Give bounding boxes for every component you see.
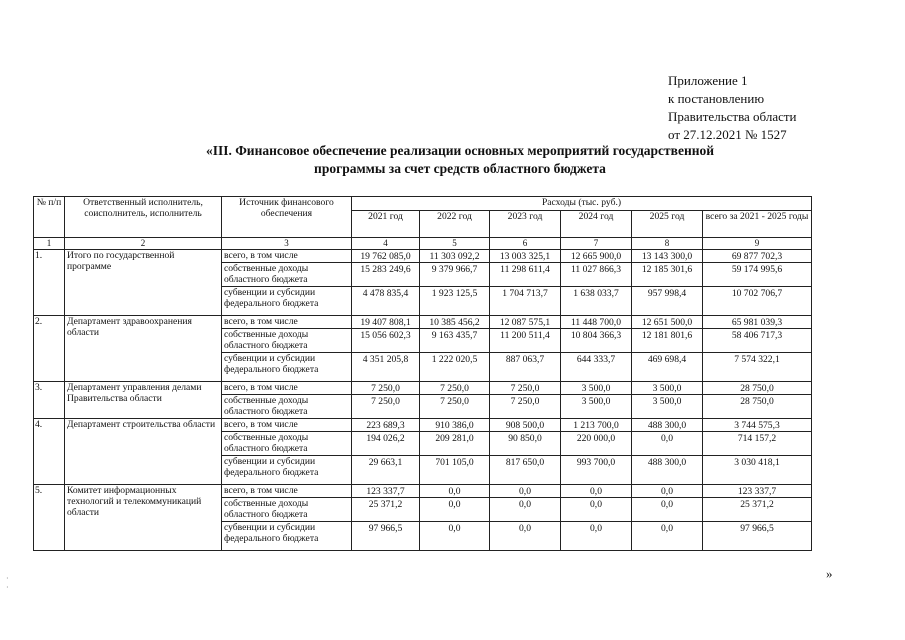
year-value-cell: 910 386,0 bbox=[420, 419, 490, 432]
year-value-cell: 0,0 bbox=[420, 485, 490, 498]
total-value-cell: 714 157,2 bbox=[703, 432, 812, 456]
source-cell: всего, в том числе bbox=[222, 382, 352, 395]
row-number: 5. bbox=[34, 485, 65, 551]
year-value-cell: 11 448 700,0 bbox=[561, 316, 632, 329]
year-value-cell: 4 478 835,4 bbox=[352, 287, 420, 316]
column-index-2: 2 bbox=[65, 238, 222, 250]
year-value-cell: 887 063,7 bbox=[490, 353, 561, 382]
year-value-cell: 12 087 575,1 bbox=[490, 316, 561, 329]
year-value-cell: 1 213 700,0 bbox=[561, 419, 632, 432]
header-source: Источник финансового обеспечения bbox=[222, 197, 352, 238]
total-value-cell: 58 406 717,3 bbox=[703, 329, 812, 353]
column-index-8: 8 bbox=[632, 238, 703, 250]
year-value-cell: 194 026,2 bbox=[352, 432, 420, 456]
executor-cell: Департамент строительства области bbox=[65, 419, 222, 485]
source-cell: собственные доходы областного бюджета bbox=[222, 263, 352, 287]
year-value-cell: 0,0 bbox=[561, 485, 632, 498]
year-value-cell: 1 923 125,5 bbox=[420, 287, 490, 316]
closing-quote-mark: » bbox=[826, 566, 833, 581]
source-cell: всего, в том числе bbox=[222, 485, 352, 498]
row-number: 1. bbox=[34, 250, 65, 316]
column-index-9: 9 bbox=[703, 238, 812, 250]
year-value-cell: 15 283 249,6 bbox=[352, 263, 420, 287]
year-value-cell: 25 371,2 bbox=[352, 498, 420, 522]
row-number: 3. bbox=[34, 382, 65, 419]
year-value-cell: 9 163 435,7 bbox=[420, 329, 490, 353]
year-value-cell: 644 333,7 bbox=[561, 353, 632, 382]
header-expenses: Расходы (тыс. руб.) bbox=[352, 197, 812, 211]
year-value-cell: 97 966,5 bbox=[352, 522, 420, 551]
year-value-cell: 993 700,0 bbox=[561, 456, 632, 485]
row-number: 4. bbox=[34, 419, 65, 485]
year-value-cell: 11 298 611,4 bbox=[490, 263, 561, 287]
column-index-3: 3 bbox=[222, 238, 352, 250]
total-value-cell: 123 337,7 bbox=[703, 485, 812, 498]
year-value-cell: 0,0 bbox=[632, 522, 703, 551]
year-value-cell: 11 027 866,3 bbox=[561, 263, 632, 287]
year-value-cell: 3 500,0 bbox=[561, 382, 632, 395]
year-value-cell: 0,0 bbox=[490, 498, 561, 522]
header-executor: Ответственный исполнитель, соисполнитель, исполнитель bbox=[65, 197, 222, 238]
year-value-cell: 488 300,0 bbox=[632, 456, 703, 485]
year-value-cell: 0,0 bbox=[632, 485, 703, 498]
year-value-cell: 29 663,1 bbox=[352, 456, 420, 485]
source-cell: всего, в том числе bbox=[222, 316, 352, 329]
total-value-cell: 7 574 322,1 bbox=[703, 353, 812, 382]
total-value-cell: 25 371,2 bbox=[703, 498, 812, 522]
year-value-cell: 123 337,7 bbox=[352, 485, 420, 498]
year-value-cell: 488 300,0 bbox=[632, 419, 703, 432]
header-num: № п/п bbox=[34, 197, 65, 238]
source-cell: субвенции и субсидии федерального бюджета bbox=[222, 353, 352, 382]
header-year-5: 2025 год bbox=[632, 211, 703, 238]
column-index-4: 4 bbox=[352, 238, 420, 250]
year-value-cell: 7 250,0 bbox=[420, 382, 490, 395]
year-value-cell: 13 143 300,0 bbox=[632, 250, 703, 263]
year-value-cell: 0,0 bbox=[490, 485, 561, 498]
year-value-cell: 90 850,0 bbox=[490, 432, 561, 456]
table-row bbox=[34, 485, 812, 498]
year-value-cell: 7 250,0 bbox=[352, 395, 420, 419]
source-cell: субвенции и субсидии федерального бюджета bbox=[222, 456, 352, 485]
document-title bbox=[180, 142, 740, 178]
year-value-cell: 3 500,0 bbox=[632, 395, 703, 419]
year-value-cell: 1 704 713,7 bbox=[490, 287, 561, 316]
year-value-cell: 1 222 020,5 bbox=[420, 353, 490, 382]
appendix-line-4: от 27.12.2021 № 1527 bbox=[668, 127, 787, 142]
total-value-cell: 3 030 418,1 bbox=[703, 456, 812, 485]
year-value-cell: 9 379 966,7 bbox=[420, 263, 490, 287]
header-year-4: 2024 год bbox=[561, 211, 632, 238]
total-value-cell: 3 744 575,3 bbox=[703, 419, 812, 432]
header-year-1: 2021 год bbox=[352, 211, 420, 238]
year-value-cell: 10 385 456,2 bbox=[420, 316, 490, 329]
title-line-2: программы за счет средств областного бюджета bbox=[314, 161, 606, 176]
total-value-cell: 59 174 995,6 bbox=[703, 263, 812, 287]
source-cell: собственные доходы областного бюджета bbox=[222, 329, 352, 353]
appendix-line-3: Правительства области bbox=[668, 109, 797, 124]
table-row bbox=[34, 316, 812, 329]
year-value-cell: 701 105,0 bbox=[420, 456, 490, 485]
year-value-cell: 10 804 366,3 bbox=[561, 329, 632, 353]
executor-cell: Комитет информационных технологий и телекоммуникаций области bbox=[65, 485, 222, 551]
year-value-cell: 3 500,0 bbox=[561, 395, 632, 419]
appendix-line-2: к постановлению bbox=[668, 91, 765, 106]
appendix-block bbox=[668, 72, 797, 144]
year-value-cell: 0,0 bbox=[420, 498, 490, 522]
year-value-cell: 0,0 bbox=[490, 522, 561, 551]
executor-cell: Департамент здравоохранения области bbox=[65, 316, 222, 382]
total-value-cell: 28 750,0 bbox=[703, 395, 812, 419]
source-cell: всего, в том числе bbox=[222, 250, 352, 263]
year-value-cell: 12 665 900,0 bbox=[561, 250, 632, 263]
table-row bbox=[34, 382, 812, 395]
year-value-cell: 0,0 bbox=[632, 432, 703, 456]
year-value-cell: 7 250,0 bbox=[352, 382, 420, 395]
year-value-cell: 19 762 085,0 bbox=[352, 250, 420, 263]
year-value-cell: 11 200 511,4 bbox=[490, 329, 561, 353]
finance-table bbox=[33, 196, 812, 551]
year-value-cell: 12 185 301,6 bbox=[632, 263, 703, 287]
year-value-cell: 1 638 033,7 bbox=[561, 287, 632, 316]
title-line-1: «III. Финансовое обеспечение реализации основных мероприятий государственной bbox=[205, 143, 715, 158]
source-cell: собственные доходы областного бюджета bbox=[222, 432, 352, 456]
column-index-1: 1 bbox=[34, 238, 65, 250]
column-index-7: 7 bbox=[561, 238, 632, 250]
column-index-5: 5 bbox=[420, 238, 490, 250]
header-year-2: 2022 год bbox=[420, 211, 490, 238]
source-cell: собственные доходы областного бюджета bbox=[222, 395, 352, 419]
year-value-cell: 12 181 801,6 bbox=[632, 329, 703, 353]
executor-cell: Итого по государственной программе bbox=[65, 250, 222, 316]
executor-cell: Департамент управления делами Правительства области bbox=[65, 382, 222, 419]
year-value-cell: 209 281,0 bbox=[420, 432, 490, 456]
total-value-cell: 10 702 706,7 bbox=[703, 287, 812, 316]
table-row bbox=[34, 250, 812, 263]
year-value-cell: 220 000,0 bbox=[561, 432, 632, 456]
table-row bbox=[34, 419, 812, 432]
header-year-6: всего за 2021 - 2025 годы bbox=[703, 211, 812, 238]
year-value-cell: 908 500,0 bbox=[490, 419, 561, 432]
source-cell: субвенции и субсидии федерального бюджета bbox=[222, 522, 352, 551]
column-index-6: 6 bbox=[490, 238, 561, 250]
appendix-line-1: Приложение 1 bbox=[668, 73, 748, 88]
source-cell: всего, в том числе bbox=[222, 419, 352, 432]
year-value-cell: 0,0 bbox=[561, 522, 632, 551]
year-value-cell: 7 250,0 bbox=[420, 395, 490, 419]
year-value-cell: 0,0 bbox=[632, 498, 703, 522]
total-value-cell: 97 966,5 bbox=[703, 522, 812, 551]
year-value-cell: 223 689,3 bbox=[352, 419, 420, 432]
year-value-cell: 15 056 602,3 bbox=[352, 329, 420, 353]
year-value-cell: 7 250,0 bbox=[490, 382, 561, 395]
source-cell: собственные доходы областного бюджета bbox=[222, 498, 352, 522]
year-value-cell: 13 003 325,1 bbox=[490, 250, 561, 263]
total-value-cell: 65 981 039,3 bbox=[703, 316, 812, 329]
source-cell: субвенции и субсидии федерального бюджета bbox=[222, 287, 352, 316]
year-value-cell: 19 407 808,1 bbox=[352, 316, 420, 329]
year-value-cell: 3 500,0 bbox=[632, 382, 703, 395]
year-value-cell: 12 651 500,0 bbox=[632, 316, 703, 329]
year-value-cell: 0,0 bbox=[561, 498, 632, 522]
total-value-cell: 69 877 702,3 bbox=[703, 250, 812, 263]
year-value-cell: 4 351 205,8 bbox=[352, 353, 420, 382]
year-value-cell: 7 250,0 bbox=[490, 395, 561, 419]
scan-artifact: · · bbox=[6, 574, 9, 592]
row-number: 2. bbox=[34, 316, 65, 382]
year-value-cell: 0,0 bbox=[420, 522, 490, 551]
year-value-cell: 957 998,4 bbox=[632, 287, 703, 316]
year-value-cell: 11 303 092,2 bbox=[420, 250, 490, 263]
year-value-cell: 469 698,4 bbox=[632, 353, 703, 382]
total-value-cell: 28 750,0 bbox=[703, 382, 812, 395]
year-value-cell: 817 650,0 bbox=[490, 456, 561, 485]
header-year-3: 2023 год bbox=[490, 211, 561, 238]
